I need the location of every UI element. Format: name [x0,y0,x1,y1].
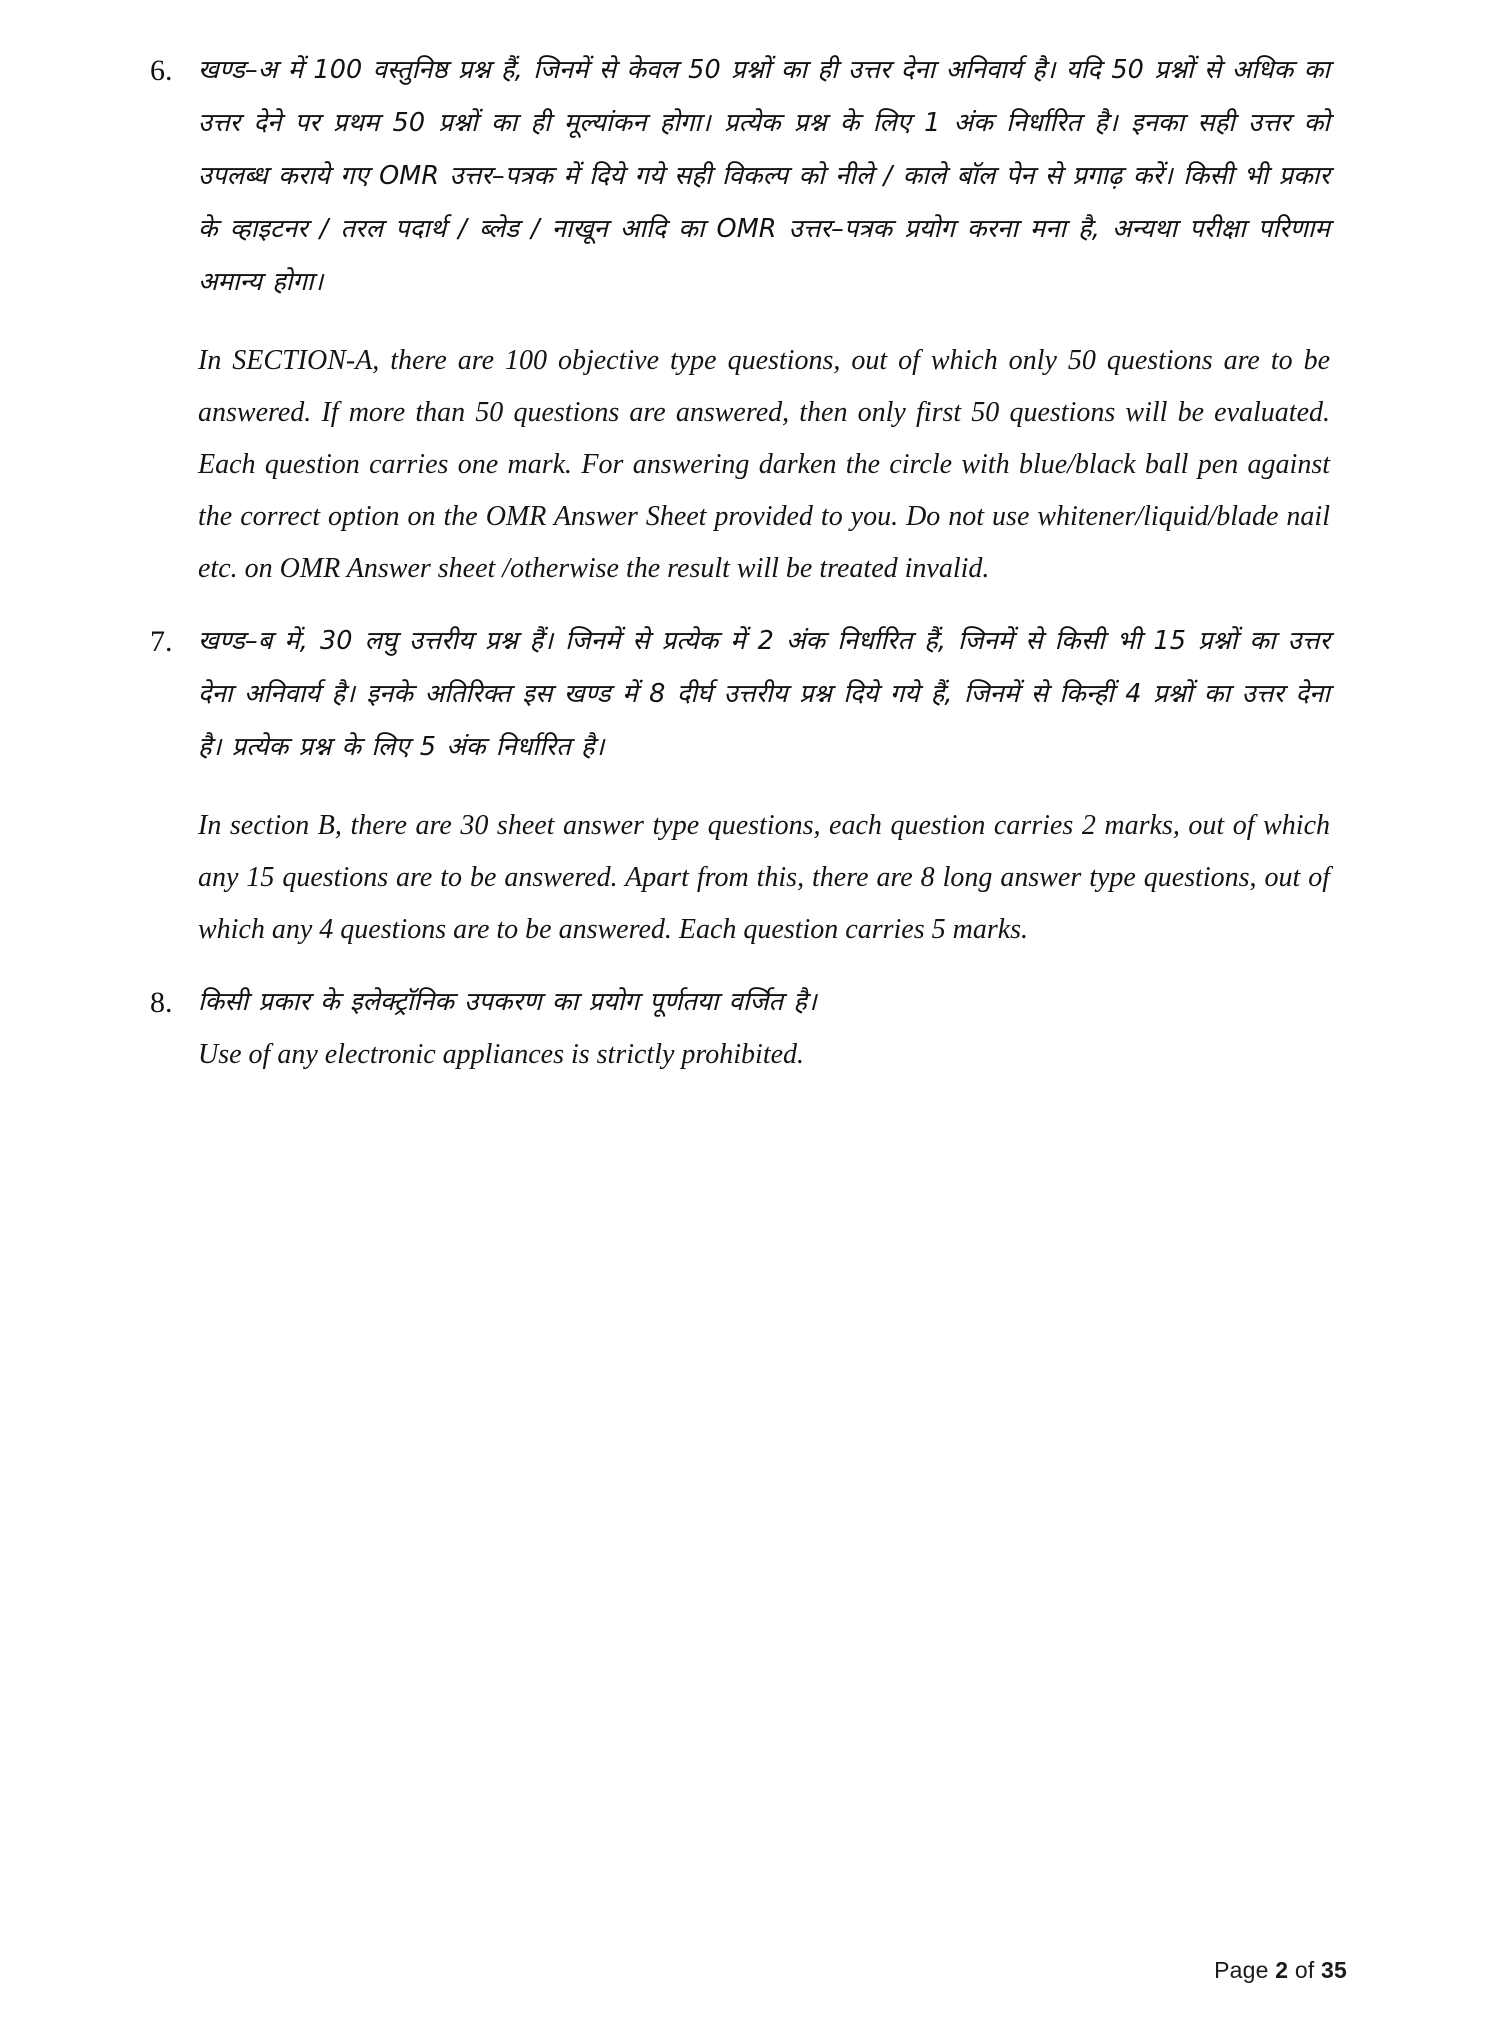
spacer [148,601,1330,615]
page-footer [1214,1957,1347,1984]
page-number: 2 [1275,1957,1289,1983]
item-number-6: 6. [150,54,173,87]
item-7-english-text: In section B, there are 30 sheet answer type questions, each question carries 2 marks, out of which any 15 questions are to be answered. Apart from this, there are 8 long answer type questions, out of which any 4 questions are to be answered. Each question carries 5 marks. [198,810,1330,945]
item-7-hindi-text: खण्ड–ब में, 30 लघु उत्तरीय प्रश्न हैं। जिनमें से प्रत्येक में 2 अंक निर्धारित हैं, जिनमें से किसी भी 15 प्रश्नों का उत्तर देना अनिवार्य है। इनके अतिरिक्त इस खण्ड में 8 दीर्घ उत्तरीय प्रश्न दिये गये हैं, जिनमें से किन्हीं 4 प्रश्नों का उत्तर देना है। प्रत्येक प्रश्न के लिए 5 अंक निर्धारित है। [198,626,1330,762]
spacer [198,309,1330,335]
instruction-item-7 [148,615,1330,956]
item-body-6 [198,44,1330,595]
page-of-label: of [1294,1957,1315,1983]
item-number-7: 7. [150,625,173,658]
item-number-8: 8. [150,986,173,1019]
instruction-item-8 [148,976,1330,1081]
page-total: 35 [1321,1957,1347,1983]
item-6-english-text: In SECTION-A, there are 100 objective type questions, out of which only 50 questions are to be answered. If more than 50 questions are answered, then only first 50 questions will be evaluated. Each question carries one mark. For answering darken the circle with blue/black ball pen against the correct option on the OMR Answer Sheet provided to you. Do not use whitener/liquid/blade nail etc. on OMR Answer sheet /otherwise the result will be treated invalid. [198,345,1330,584]
item-6-hindi-text: खण्ड–अ में 100 वस्तुनिष्ठ प्रश्न हैं, जिनमें से केवल 50 प्रश्नों का ही उत्तर देना अनिवार्य है। यदि 50 प्रश्नों से अधिक का उत्तर देने पर प्रथम 50 प्रश्नों का ही मूल्यांकन होगा। प्रत्येक प्रश्न के लिए 1 अंक निर्धारित है। इनका सही उत्तर को उपलब्ध कराये गए OMR उत्तर–पत्रक में दिये गये सही विकल्प को नीले / काले बॉल पेन से प्रगाढ़ करें। किसी भी प्रकार के व्हाइटनर / तरल पदार्थ / ब्लेड / नाखून आदि का OMR उत्तर–पत्रक प्रयोग करना मना है, अन्यथा परीक्षा परिणाम अमान्य होगा। [198,55,1330,297]
page-label: Page [1214,1957,1269,1983]
instruction-item-6 [148,44,1330,595]
spacer [148,962,1330,976]
spacer [198,774,1330,800]
instructions-content [148,44,1330,1087]
item-8-english-text: Use of any electronic appliances is strictly prohibited. [198,1039,805,1070]
item-8-hindi-text: किसी प्रकार के इलेक्ट्रॉनिक उपकरण का प्रयोग पूर्णतया वर्जित है। [198,987,817,1017]
item-body-7 [198,615,1330,956]
item-body-8 [198,976,1330,1081]
